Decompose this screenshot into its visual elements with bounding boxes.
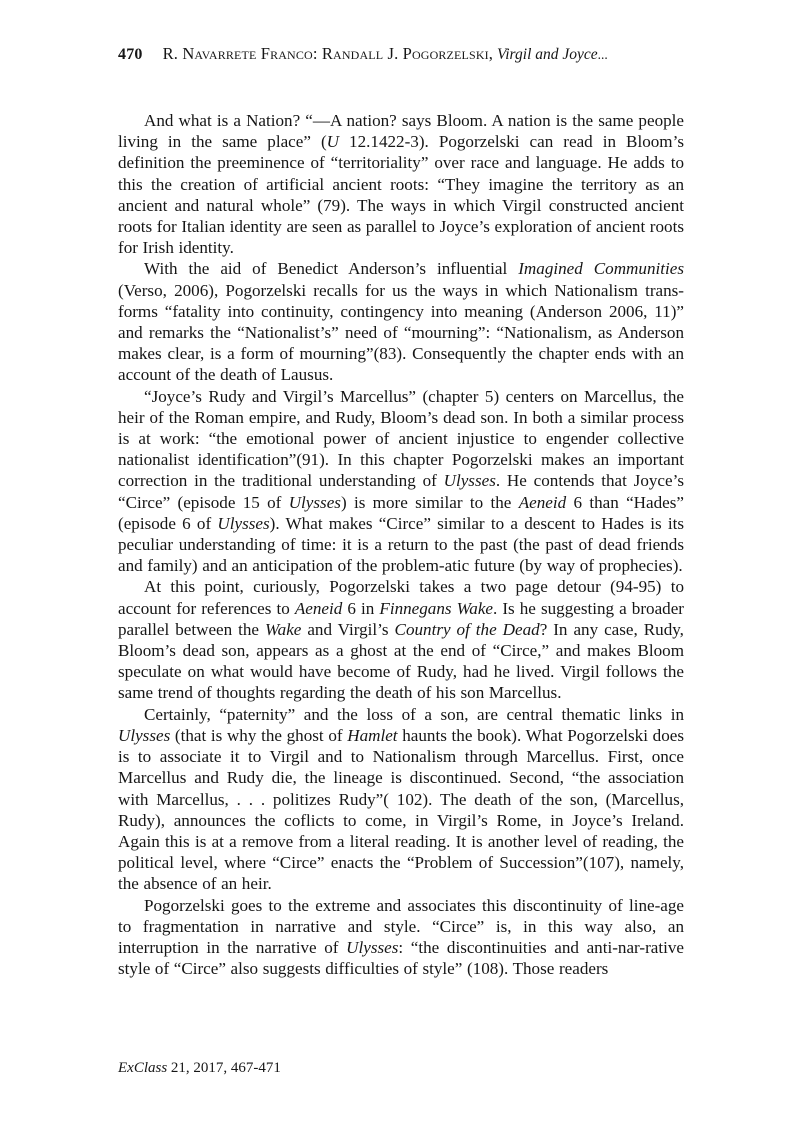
running-head	[118, 44, 684, 65]
journal-citation: 21, 2017, 467-471	[167, 1060, 281, 1076]
running-head-author: R. Navarrete Franco: Randall J. Pogorzelski,	[162, 44, 494, 63]
paragraph: At this point, curiously, Pogorzelski takes a two page detour (94-95) to account for references to Aeneid 6 in Finnegans Wake. Is he suggesting a broader parallel between the Wake and Virgil’s Country of the Dead? In any case, Rudy, Bloom’s dead son, appears as a ghost at the end of “Circe,” and makes Bloom speculate on what would have become of Rudy, had he lived. Virgil follows the same trend of thoughts regarding the death of his son Marcellus.	[118, 577, 684, 703]
running-head-title: Virgil and Joyce	[496, 46, 598, 63]
paragraph: With the aid of Benedict Anderson’s influential Imagined Communities (Verso, 2006), Pogorzelski recalls for us the ways in which Nationalism trans-forms “fatality into continuity, contingency into meaning (Anderson 2006, 11)” and remarks the “Nationalist’s” need of “mourning”: “Nationalism, as Anderson makes clear, is a form of mourning”(83). Consequently the chapter ends with an account of the death of Lausus.	[118, 259, 684, 385]
page-footer	[118, 1059, 281, 1078]
page-number: 470	[118, 46, 143, 63]
running-head-ellipsis: ...	[597, 47, 608, 62]
paragraph: Certainly, “paternity” and the loss of a son, are central thematic links in Ulysses (that is why the ghost of Hamlet haunts the book). What Pogorzelski does is to associate it to Virgil and to Nationalism through Marcellus. First, once Marcellus and Rudy die, the lineage is discontinued. Second, “the association with Marcellus, . . . politizes Rudy”( 102). The death of the son, (Marcellus, Rudy), announces the coflicts to come, in Virgil’s Rome, in Joyce’s Ireland. Again this is at a remove from a literal reading. It is another level of reading, the political level, where “Circe” enacts the “Problem of Succession”(107), namely, the absence of an heir.	[118, 704, 684, 894]
journal-name: ExClass	[118, 1060, 168, 1076]
paragraph: And what is a Nation? “—A nation? says Bloom. A nation is the same people living in the same place” (U 12.1422-3). Pogorzelski can read in Bloom’s definition the preeminence of “territoriality” over race and language. He adds to this the creation of artificial ancient roots: “They imagine the territory as an ancient and natural whole” (79). The ways in which Virgil constructed ancient roots for Italian identity are seen as parallel to Joyce’s exploration of ancient roots for Irish identity.	[118, 111, 684, 258]
paragraph: “Joyce’s Rudy and Virgil’s Marcellus” (chapter 5) centers on Marcellus, the heir of the Roman empire, and Rudy, Bloom’s dead son. In both a similar process is at work: “the emotional power of ancient injustice to engender collective nationalist identification”(91). In this chapter Pogorzelski makes an important correction in the traditional understanding of Ulysses. He contends that Joyce’s “Circe” (episode 15 of Ulysses) is more similar to the Aeneid 6 than “Hades” (episode 6 of Ulysses). What makes “Circe” similar to a descent to Hades is its peculiar understanding of time: it is a return to the past (the past of dead friends and family) and an anticipation of the problem-atic future (by way of prophecies).	[118, 386, 685, 576]
body-text	[118, 110, 684, 979]
paragraph: Pogorzelski goes to the extreme and associates this discontinuity of line-age to fragmentation in narrative and style. “Circe” is, in this way also, an interruption in the narrative of Ulysses: “the discontinuities and anti-nar-rative style of “Circe” also suggests difficulties of style” (108). Those readers	[118, 895, 685, 979]
